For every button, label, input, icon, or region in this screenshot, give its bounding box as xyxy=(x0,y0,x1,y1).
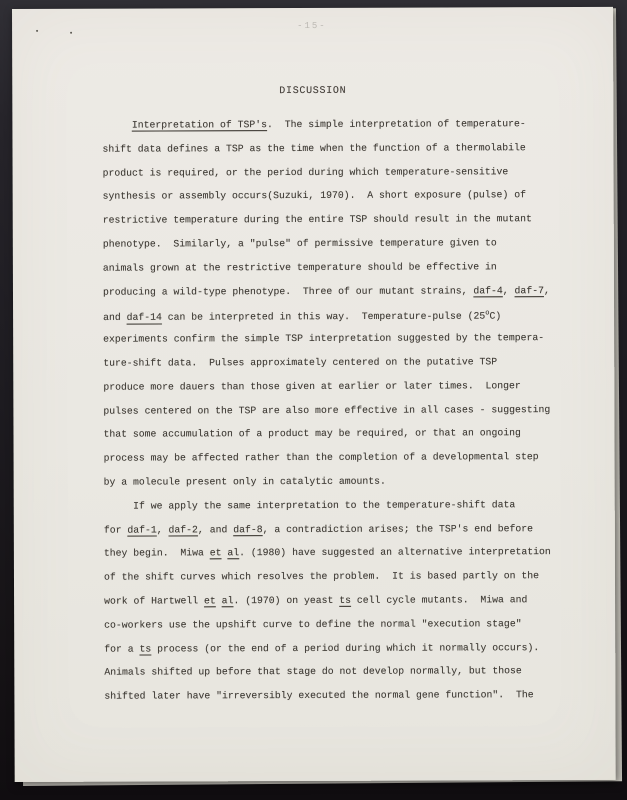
text-run: animals grown at the restrictive temperature should be effective in xyxy=(102,261,497,274)
text-run: shifted later have "irreversibly executed the normal gene function". The xyxy=(104,689,534,702)
text-run: phenotype. Similarly, a "pulse" of permissive temperature given to xyxy=(102,237,497,250)
text-line xyxy=(104,517,551,542)
underlined-text: Interpretation of TSP's xyxy=(131,119,268,131)
text-run: and xyxy=(103,312,127,324)
text-line xyxy=(103,207,550,232)
text-run: synthesis or assembly occurs(Suzuki, 1970). A short exposure (pulse) of xyxy=(102,189,526,203)
underlined-text: daf-14 xyxy=(126,312,162,324)
text-run: work of Hartwell xyxy=(104,595,205,607)
text-run: shift data defines a TSP as the time when the function of a thermolabile xyxy=(102,142,526,155)
text-run: process (or the end of a period during which it normally occurs). xyxy=(151,641,540,655)
text-run: of the shift curves which resolves the problem. It is based partly on the xyxy=(103,570,540,583)
text-line xyxy=(103,398,550,423)
text-run: cell cycle mutants. Miwa and xyxy=(351,594,528,606)
underlined-text: daf-1 xyxy=(127,524,157,536)
text-line xyxy=(103,421,550,446)
text-run: , and xyxy=(197,523,234,535)
superscript-text: o xyxy=(485,309,490,318)
text-line xyxy=(104,540,551,565)
underlined-text: al xyxy=(227,547,240,559)
text-line xyxy=(103,231,550,256)
underlined-text: et xyxy=(209,547,222,559)
text-run: pulses centered on the TSP are also more effective in all cases - suggesting xyxy=(103,403,551,417)
text-run: . The simple interpretation of temperature- xyxy=(267,118,526,131)
text-line xyxy=(103,255,550,280)
text-line xyxy=(103,184,550,209)
text-run: produce more dauers than those given at earlier or later times. Longer xyxy=(103,379,521,393)
text-run: product is required, or the period during which temperature-sensitive xyxy=(102,165,509,179)
text-run: . (1970) on yeast xyxy=(233,594,340,607)
text-run: . (1980) have suggested an alternative interpretation xyxy=(239,546,551,559)
underlined-text: al xyxy=(221,595,234,607)
text-run: ture-shift data. Pulses approximately centered on the putative TSP xyxy=(103,356,498,369)
text-run: that some accumulation of a product may be required, or that an ongoing xyxy=(103,427,521,441)
underlined-text: ts xyxy=(139,643,152,655)
underlined-text: daf-4 xyxy=(473,284,503,296)
text-run: for xyxy=(103,524,128,536)
underlined-text: daf-8 xyxy=(233,523,263,535)
text-run: , a contradiction arises; the TSP's end before xyxy=(262,522,534,535)
text-run: , xyxy=(543,284,550,296)
paragraph xyxy=(102,112,550,494)
text-line xyxy=(103,302,550,327)
text-line xyxy=(104,493,551,518)
text-line xyxy=(104,588,551,613)
text-run: experiments confirm the simple TSP interpretation suggested by the tempera- xyxy=(103,332,545,345)
text-run: , xyxy=(502,284,515,296)
text-line xyxy=(103,350,550,375)
underlined-text: ts xyxy=(339,594,352,606)
text-line xyxy=(104,612,551,637)
body-text xyxy=(102,112,551,708)
paper-sheet xyxy=(12,7,616,782)
underlined-text: daf-7 xyxy=(514,284,544,296)
text-run: can be interpreted in this way. Temperature-pulse (25 xyxy=(161,310,486,324)
page-number: -15- xyxy=(297,20,327,32)
text-run: If we apply the same interpretation to the temperature-shift data xyxy=(103,498,516,512)
text-line xyxy=(104,636,551,661)
text-line xyxy=(104,445,551,470)
text-line xyxy=(104,683,551,708)
text-run: for a xyxy=(104,643,140,655)
text-run: they begin. Miwa xyxy=(103,547,210,560)
text-line xyxy=(104,659,551,684)
text-run: producing a wild-type phenotype. Three of our mutant strains, xyxy=(102,284,474,298)
text-run: , xyxy=(156,524,169,536)
text-run: co-workers use the upshift curve to define the normal "execution stage" xyxy=(104,617,522,631)
text-run: Animals shifted up before that stage do not develop normally, but those xyxy=(104,665,522,679)
text-run: process may be affected rather than the completion of a developmental step xyxy=(103,451,539,464)
paragraph xyxy=(104,493,552,709)
underlined-text: daf-2 xyxy=(168,523,198,536)
text-run: restrictive temperature during the entire TSP should result in the mutant xyxy=(102,213,532,226)
text-line xyxy=(103,160,550,185)
text-line xyxy=(103,326,550,351)
text-line xyxy=(102,136,549,161)
text-line xyxy=(104,564,551,589)
text-run xyxy=(102,120,131,131)
underlined-text: et xyxy=(204,595,216,607)
paper-speck xyxy=(70,32,72,34)
paper-speck xyxy=(36,30,38,32)
text-line xyxy=(104,469,551,494)
section-heading: DISCUSSION xyxy=(279,85,347,98)
text-line xyxy=(102,112,549,137)
text-run: C) xyxy=(489,310,502,322)
text-line xyxy=(103,279,550,304)
text-run: by a molecule present only in catalytic amounts. xyxy=(103,475,386,488)
text-line xyxy=(103,374,550,399)
